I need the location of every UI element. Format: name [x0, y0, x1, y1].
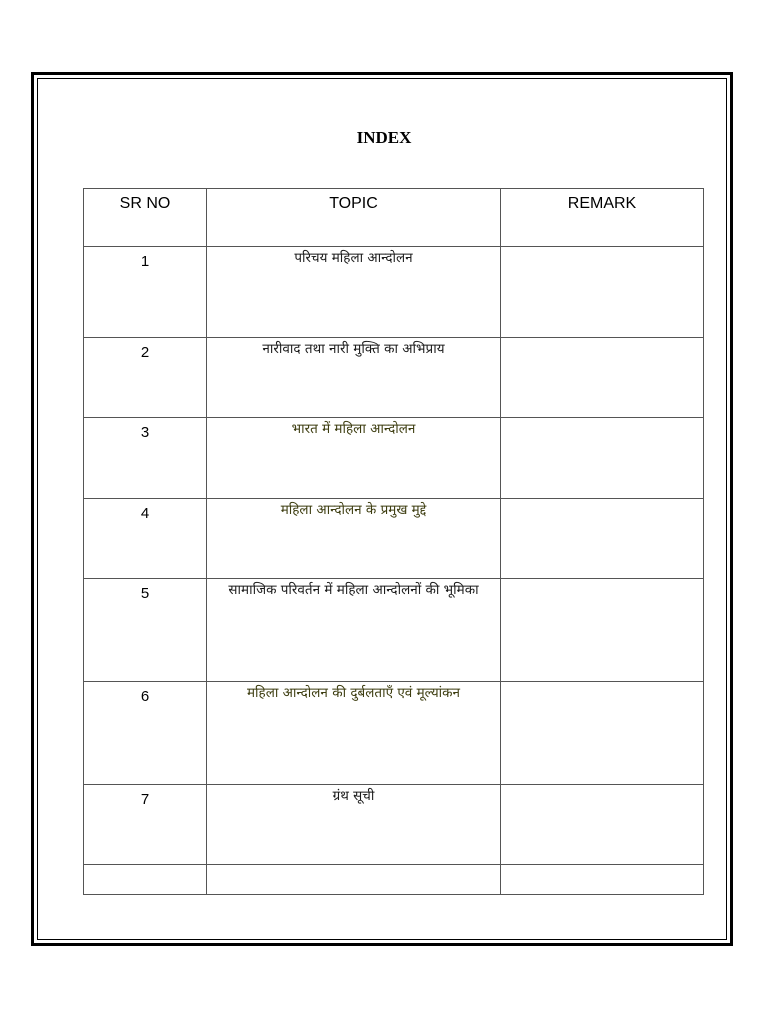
remark-cell: [501, 499, 704, 579]
table-row: [84, 418, 704, 499]
sr-cell: 5: [84, 579, 207, 682]
table-row: [84, 247, 704, 338]
table-row: [84, 499, 704, 579]
sr-cell: 4: [84, 499, 207, 579]
topic-cell: नारीवाद तथा नारी मुक्ति का अभिप्राय: [207, 338, 501, 418]
header-remark: REMARK: [501, 189, 704, 247]
table-row: [84, 865, 704, 895]
remark-cell: [501, 579, 704, 682]
table-row: [84, 579, 704, 682]
header-sr-no: SR NO: [84, 189, 207, 247]
topic-cell: परिचय महिला आन्दोलन: [207, 247, 501, 338]
page-title: INDEX: [356, 128, 412, 147]
remark-cell: [501, 247, 704, 338]
remark-cell: [501, 682, 704, 785]
remark-cell: [501, 865, 704, 895]
topic-cell: सामाजिक परिवर्तन में महिला आन्दोलनों की भूमिका: [207, 579, 501, 682]
remark-cell: [501, 338, 704, 418]
sr-cell: 3: [84, 418, 207, 499]
topic-cell: [207, 865, 501, 895]
table-row: [84, 338, 704, 418]
table-row: [84, 785, 704, 865]
table-header-row: [84, 189, 704, 247]
topic-cell: भारत में महिला आन्दोलन: [207, 418, 501, 499]
sr-cell: 1: [84, 247, 207, 338]
topic-cell: ग्रंथ सूची: [207, 785, 501, 865]
header-topic: TOPIC: [207, 189, 501, 247]
topic-cell: महिला आन्दोलन की दुर्बलताएँ एवं मूल्यांकन: [207, 682, 501, 785]
index-table: [83, 188, 704, 895]
sr-cell: 6: [84, 682, 207, 785]
remark-cell: [501, 418, 704, 499]
sr-cell: 2: [84, 338, 207, 418]
table-row: [84, 682, 704, 785]
sr-cell: 7: [84, 785, 207, 865]
sr-cell: [84, 865, 207, 895]
remark-cell: [501, 785, 704, 865]
topic-cell: महिला आन्दोलन के प्रमुख मुद्दे: [207, 499, 501, 579]
